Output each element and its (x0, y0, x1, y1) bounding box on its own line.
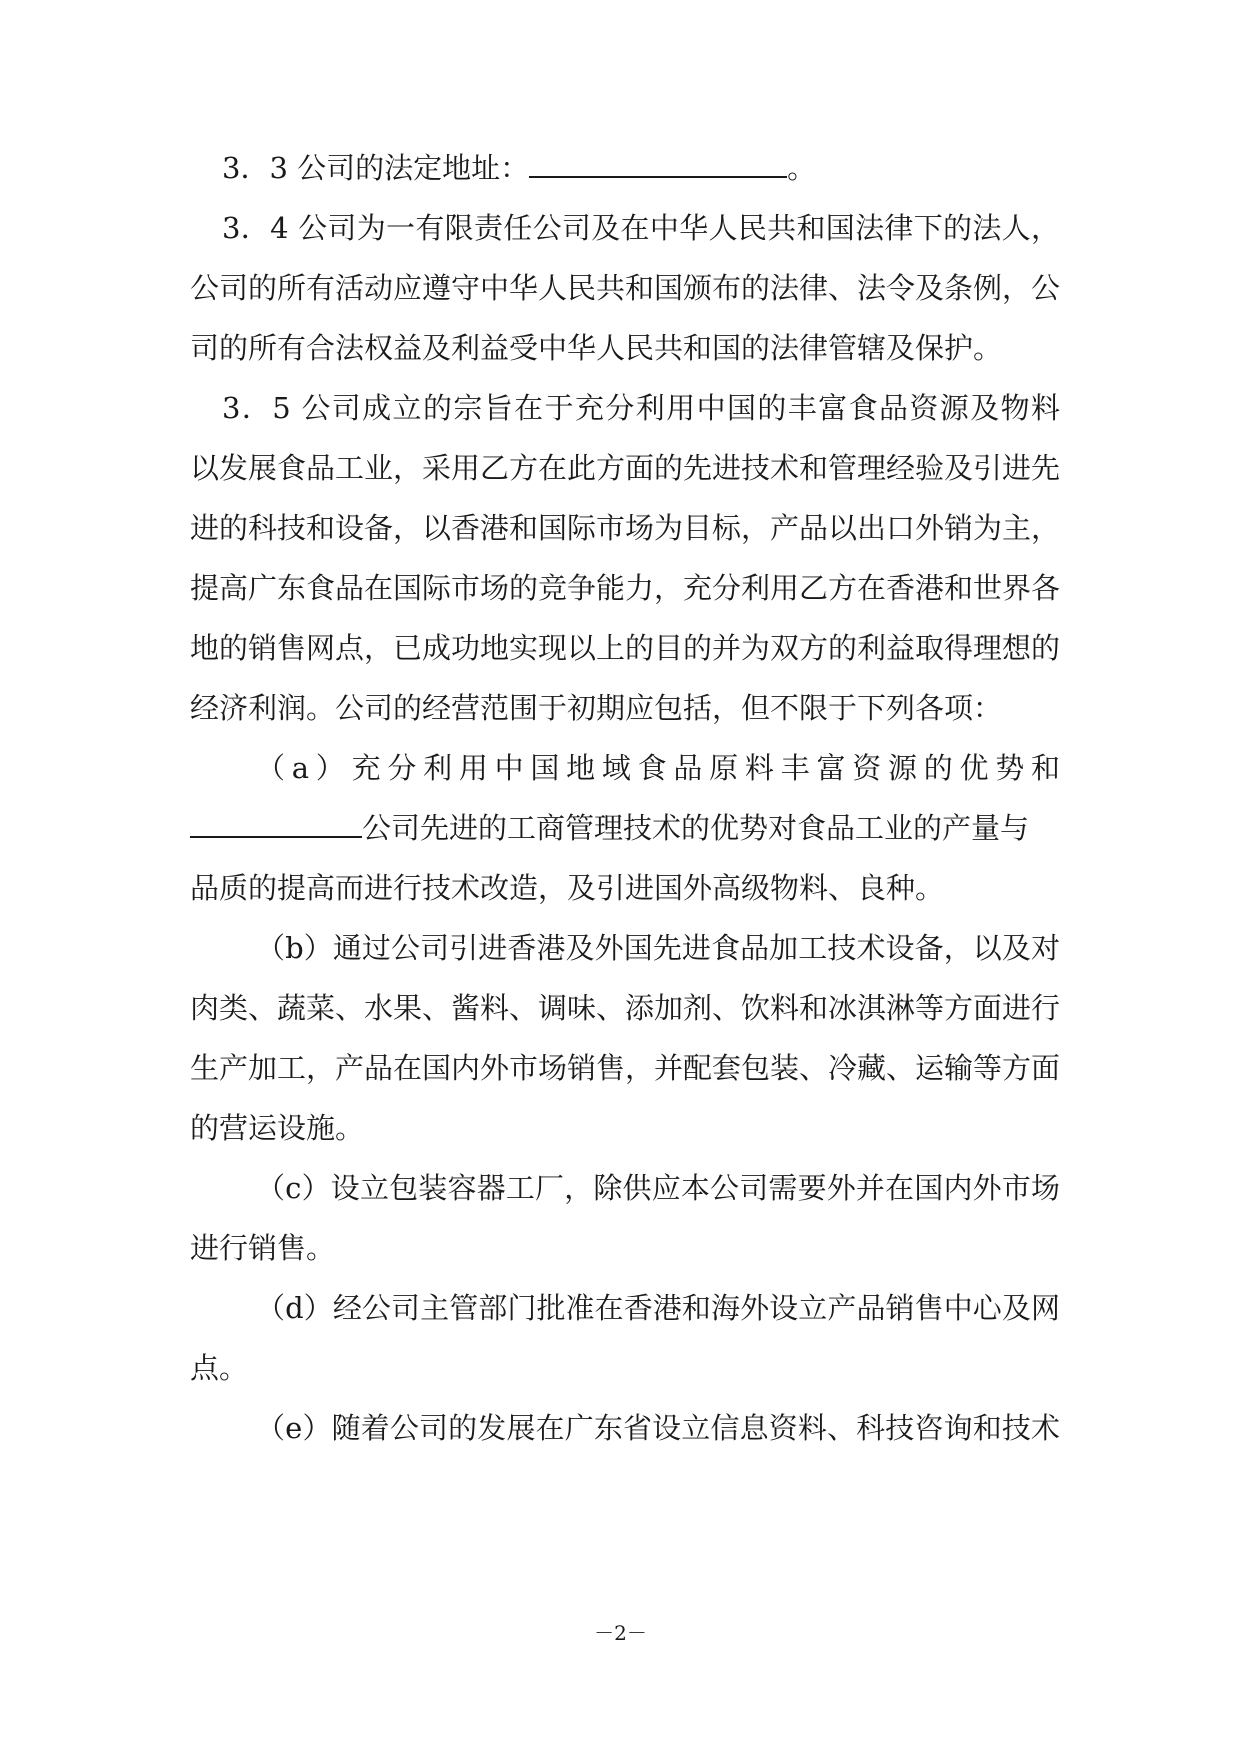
item-c-line-1: （c）设立包装容器工厂，除供应本公司需要外并在国内外市场 (256, 1171, 1060, 1205)
clause-3-5-line-6: 经济利润。公司的经营范围于初期应包括，但不限于下列各项： (190, 691, 1003, 725)
clause-3-4-line-2: 公司的所有活动应遵守中华人民共和国颁布的法律、法令及条例，公 (190, 271, 1060, 305)
clause-3-4-line-3: 司的所有合法权益及利益受中华人民共和国的法律管辖及保护。 (190, 331, 1003, 365)
page-number: －2－ (594, 1621, 647, 1645)
item-d-line-2: 点。 (190, 1351, 249, 1385)
clause-3-5-line-1: 3．5 公司成立的宗旨在于充分利用中国的丰富食品资源及物料 (222, 391, 1060, 425)
clause-3-3 (222, 148, 1060, 188)
item-b-line-4: 的营运设施。 (190, 1111, 365, 1145)
item-a-line-2 (190, 808, 1060, 848)
item-c-line-2: 进行销售。 (190, 1231, 336, 1265)
clause-3-5-line-4: 提高广东食品在国际市场的竞争能力，充分利用乙方在香港和世界各 (190, 571, 1060, 605)
item-d-line-1: （d）经公司主管部门批准在香港和海外设立产品销售中心及网 (256, 1291, 1060, 1325)
clause-3-3-text: 3．3 公司的法定地址： (222, 151, 530, 185)
item-e-line-1: （e）随着公司的发展在广东省设立信息资料、科技咨询和技术 (256, 1411, 1060, 1445)
clause-3-5-line-5: 地的销售网点，已成功地实现以上的目的并为双方的利益取得理想的 (190, 631, 1060, 665)
clause-3-5-line-3: 进的科技和设备，以香港和国际市场为目标，产品以出口外销为主， (190, 511, 1060, 545)
item-a-line-1: （a）充分利用中国地域食品原料丰富资源的优势和 (256, 751, 1060, 785)
item-a-line-2-text: 公司先进的工商管理技术的优势对食品工业的产量与 (362, 811, 1030, 845)
clause-3-3-end: 。 (787, 151, 817, 185)
clause-3-4-line-1: 3．4 公司为一有限责任公司及在中华人民共和国法律下的法人， (222, 211, 1060, 245)
clause-3-5-line-2: 以发展食品工业，采用乙方在此方面的先进技术和管理经验及引进先 (190, 451, 1060, 485)
address-blank (529, 148, 787, 178)
item-b-line-3: 生产加工，产品在国内外市场销售，并配套包装、冷藏、运输等方面 (190, 1051, 1060, 1085)
company-name-blank (190, 808, 362, 838)
item-b-line-1: （b）通过公司引进香港及外国先进食品加工技术设备，以及对 (256, 931, 1060, 965)
item-b-line-2: 肉类、蔬菜、水果、酱料、调味、添加剂、饮料和冰淇淋等方面进行 (190, 991, 1060, 1025)
item-a-line-3: 品质的提高而进行技术改造，及引进国外高级物料、良种。 (190, 871, 945, 905)
